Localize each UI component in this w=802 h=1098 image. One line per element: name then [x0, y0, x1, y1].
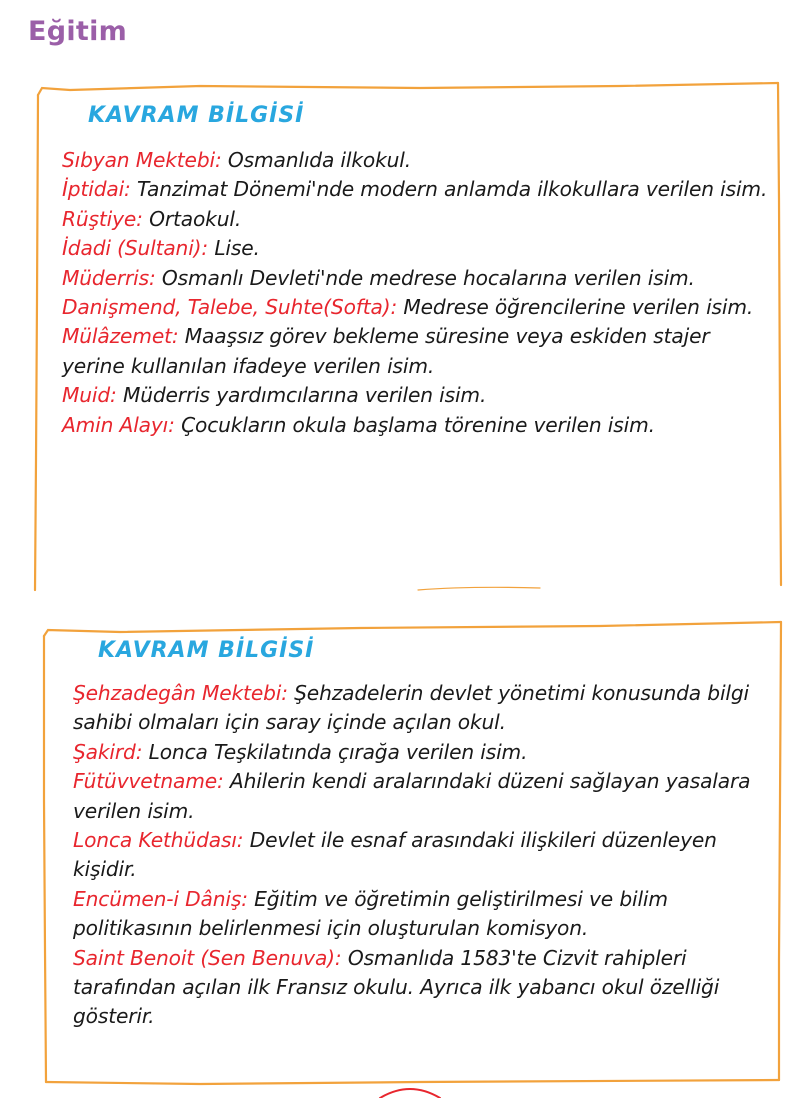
definition-term: Sıbyan Mektebi: — [62, 148, 222, 172]
definition-text: Medrese öğrencilerine verilen isim. — [397, 295, 754, 320]
definition-term: Şakird: — [73, 739, 143, 764]
concept-box-1-heading: KAVRAM BİLGİSİ — [88, 103, 305, 128]
definition-term: Müderris: — [62, 265, 156, 290]
definition-term: İdadi (Sultani): — [62, 236, 209, 261]
definition-term: Muid: — [62, 383, 117, 408]
definition-entry — [73, 826, 779, 885]
definition-term: Lonca Kethüdası: — [73, 828, 244, 853]
definition-entry — [73, 679, 779, 738]
definition-term: Danişmend, Talebe, Suhte(Softa): — [62, 295, 398, 320]
definition-text: Ortaokul. — [142, 206, 242, 231]
definition-entry — [73, 885, 779, 944]
definition-entry — [62, 293, 778, 322]
definition-text: Ahilerin kendi aralarındaki düzeni sağlayan yasalara verilen isim. — [73, 769, 751, 823]
definition-entry — [62, 264, 778, 293]
definition-text: Lonca Teşkilatında çırağa verilen isim. — [142, 739, 528, 764]
definition-entry — [73, 738, 779, 767]
definition-term: İptidai: — [62, 177, 131, 202]
concept-box-2-heading: KAVRAM BİLGİSİ — [98, 638, 315, 663]
page-title: Eğitim — [28, 16, 128, 47]
definition-term: Saint Benoit (Sen Benuva): — [73, 945, 342, 970]
definition-entry — [62, 146, 778, 175]
definition-text: Tanzimat Dönemi'nde modern anlamda ilkokullara verilen isim. — [130, 177, 768, 202]
definition-entry — [62, 411, 778, 440]
definition-entry — [62, 234, 778, 263]
concept-box-1-body — [62, 146, 778, 440]
definition-term: Encümen-i Dâniş: — [73, 886, 248, 911]
definition-text: Osmanlıda ilkokul. — [221, 148, 412, 172]
definition-text: Maaşsız görev bekleme süresine veya eskiden stajer yerine kullanılan ifadeye verilen isim. — [62, 324, 710, 378]
definition-entry — [62, 322, 778, 381]
definition-term: Rüştiye: — [62, 206, 143, 231]
definition-text: Devlet ile esnaf arasındaki ilişkileri düzenleyen kişidir. — [73, 828, 717, 882]
definition-text: Eğitim ve öğretimin geliştirilmesi ve bilim politikasının belirlenmesi için oluşturulan komisyon. — [73, 886, 668, 941]
definition-term: Amin Alayı: — [62, 412, 175, 437]
definition-entry — [62, 205, 778, 234]
concept-box-2-body — [73, 679, 779, 1032]
definition-text: Osmanlı Devleti'nde medrese hocalarına verilen isim. — [155, 265, 695, 290]
definition-term: Fütüvvetname: — [73, 769, 224, 794]
definition-text: Çocukların okula başlama törenine verilen isim. — [174, 412, 655, 437]
definition-text: Osmanlıda 1583'te Cizvit rahipleri tarafından açılan ilk Fransız okulu. Ayrıca ilk yabancı okul özelliği gösterir. — [73, 945, 720, 1029]
definition-entry — [73, 767, 779, 826]
definition-term: Şehzadegân Mektebi: — [73, 681, 288, 705]
definition-entry — [73, 944, 779, 1032]
definition-text: Lise. — [208, 236, 260, 261]
definition-entry — [62, 175, 778, 204]
definition-term: Mülâzemet: — [62, 324, 179, 349]
definition-entry — [62, 381, 778, 410]
definition-text: Müderris yardımcılarına verilen isim. — [116, 383, 487, 408]
definition-text: Şehzadelerin devlet yönetimi konusunda bilgi sahibi olmaları için saray içinde açılan okul. — [73, 681, 749, 735]
